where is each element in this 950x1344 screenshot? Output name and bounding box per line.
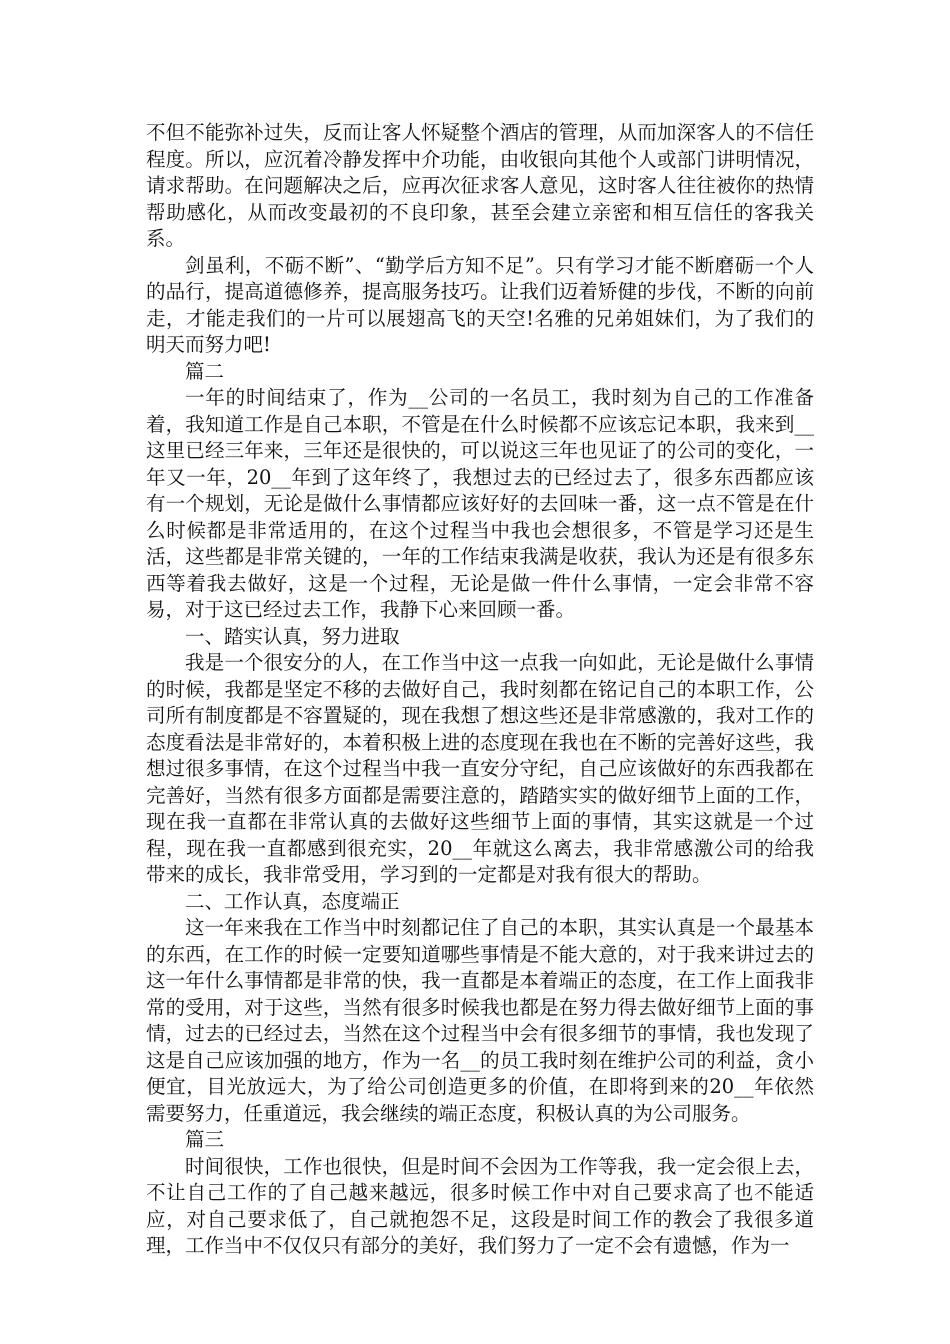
paragraph: 这一年来我在工作当中时刻都记住了自己的本职，其实认真是一个最基本的东西，在工作的时候一定要知道哪些事情是不能大意的，对于我来讲过去的这一年什么事情都是非常的快，我一直都是本着端正的态度，在工作上面我非常的受用，对于这些，当然有很多时候我也都是在努力得去做好细节上面的事情，过去的已经过去，当然在这个过程当中会有很多细节的事情，我也发现了这是自己应该加强的地方，作为一名__的员工我时刻在维护公司的利益，贪小便宜，目光放远大，为了给公司创造更多的价值，在即将到来的20__年依然需要努力，任重道远，我会继续的端正态度，积极认真的为公司服务。 [146, 916, 814, 1125]
document-page [146, 120, 814, 1260]
paragraph-continued: 不但不能弥补过失，反而让客人怀疑整个酒店的管理，从而加深客人的不信任程度。所以，应沉着冷静发挥中介功能，由收银向其他个人或部门讲明情况，请求帮助。在问题解决之后，应再次征求客人意见，这时客人往往被你的热情帮助感化，从而改变最初的不良印象，甚至会建立亲密和相互信任的客我关系。 [146, 121, 814, 250]
paragraph: 剑虽利，不砺不断”、“勤学后方知不足”。只有学习才能不断磨砺一个人的品行，提高道德修养，提高服务技巧。让我们迈着矫健的步伐，不断的向前走，才能走我们的一片可以展翅高飞的天空!名雅的兄弟姐妹们，为了我们的明天而努力吧! [146, 253, 814, 356]
paragraph: 时间很快，工作也很快，但是时间不会因为工作等我，我一定会很上去，不让自己工作的了自己越来越远，很多时候工作中对自己要求高了也不能适应，对自己要求低了，自己就抱怨不足，这段是时间工作的教会了我很多道理，工作当中不仅仅只有部分的美好，我们努力了一定不会有遗憾，作为一 [146, 1154, 814, 1257]
section-heading-one: 一、踏实认真，努力进取 [185, 624, 400, 648]
paragraph: 一年的时间结束了，作为__公司的一名员工，我时刻为自己的工作准备着，我知道工作是自己本职，不管是在什么时候都不应该忘记本职，我来到__这里已经三年来，三年还是很快的，可以说这三年也见证了的公司的变化，一年又一年，20__年到了这年终了，我想过去的已经过去了，很多东西都应该有一个规划，无论是做什么事情都应该好好的去回味一番，这一点不管是在什么时候都是非常适用的，在这个过程当中我也会想很多，不管是学习还是生活，这些都是非常关键的，一年的工作结束我满是收获，我认为还是有很多东西等着我去做好，这是一个过程，无论是做一件什么事情，一定会非常不容易，对于这已经过去工作，我静下心来回顾一番。 [146, 386, 814, 621]
section-heading-part-three: 篇三 [185, 1128, 225, 1151]
paragraph: 我是一个很安分的人，在工作当中这一点我一向如此，无论是做什么事情的时候，我都是坚定不移的去做好自己，我时刻都在铭记自己的本职工作，公司所有制度都是不容置疑的，现在我想了想这些还是非常感激的，我对工作的态度看法是非常好的，本着积极上进的态度现在我也在不断的完善好这些，我想过很多事情，在这个过程当中我一直安分守纪，自己应该做好的东西我都在完善好，当然有很多方面都是需要注意的，踏踏实实的做好细节上面的工作，现在我一直都在非常认真的去做好这些细节上面的事情，其实这就是一个过程，现在我一直都感到很充实，20__年就这么离去，我非常感激公司的给我带来的成长，我非常受用，学习到的一定都是对我有很大的帮助。 [146, 651, 814, 886]
section-heading-part-two: 篇二 [185, 359, 225, 383]
section-heading-two: 二、工作认真，态度端正 [185, 889, 400, 913]
